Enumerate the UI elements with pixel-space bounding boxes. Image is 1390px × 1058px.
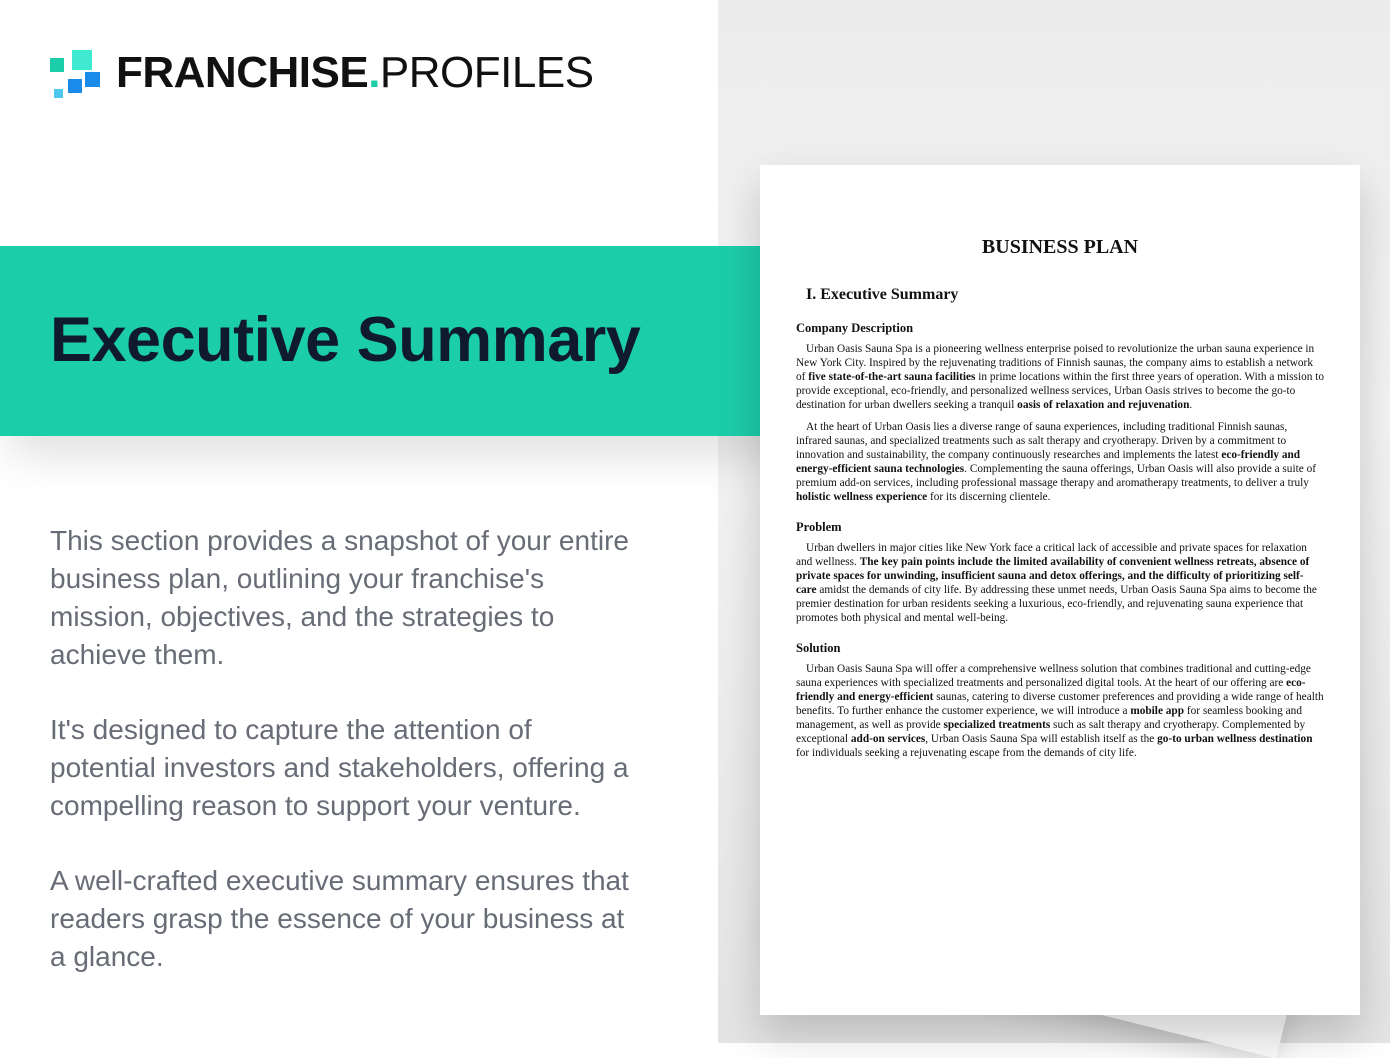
document-paragraph	[796, 541, 1324, 625]
document-paragraph	[796, 420, 1324, 504]
document-subheading: Company Description	[796, 321, 914, 335]
document-subheading: Solution	[796, 641, 841, 655]
text: for seamless booking and management, as well as provide	[796, 705, 1302, 731]
logo-squares-icon	[50, 48, 104, 98]
text: Urban Oasis Sauna Spa will offer a comprehensive wellness solution that combines traditional and cutting-edge sauna experiences with specialized treatments and personalized digital tools. At the heart of our offering are	[796, 663, 1311, 689]
text: Urban Oasis Sauna Spa is a pioneering wellness enterprise poised to revolutionize the urban sauna experience in New York City. Inspired by the rejuvenating traditions of Finnish saunas, the company aims to establish a network of	[796, 343, 1315, 383]
text: such as salt therapy and cryotherapy. Complemented by exceptional	[796, 719, 1306, 745]
document-paragraph	[796, 342, 1324, 412]
description-paragraph: A well-crafted executive summary ensures that readers grasp the essence of your business at a glance.	[50, 865, 629, 972]
text: in prime locations within the first three years of operation. With a mission to provide exceptional, eco-friendly, and personalized wellness services, Urban Oasis strives to become the go-to destination for urban dwellers seeking a tranquil	[796, 371, 1324, 411]
text: At the heart of Urban Oasis lies a diverse range of sauna experiences, including traditional Finnish saunas, infrared saunas, and specialized treatments such as salt therapy and cryotherapy. Driven by a commitment to innovation and sustainability, the company continuously researches and implements the latest	[796, 421, 1288, 461]
document-paragraph	[796, 662, 1324, 760]
text: Urban dwellers in major cities like New York face a critical lack of accessible and private spaces for relaxation and wellness.	[796, 542, 1307, 568]
document-heading: I. Executive Summary	[806, 286, 959, 303]
document-subheading: Problem	[796, 520, 842, 534]
text: .	[1189, 399, 1193, 411]
bold-text: mobile app	[1130, 705, 1184, 717]
business-plan-document	[760, 165, 1360, 1015]
bold-text: eco-friendly and energy-efficient	[796, 677, 1306, 703]
bold-text: go-to urban wellness destination	[1157, 733, 1313, 745]
section-title: Executive Summary	[50, 305, 641, 375]
bold-text: add-on services	[850, 733, 926, 745]
text: saunas, catering to diverse customer preferences and providing a wide range of health benefits. To further enhance the customer experience, we will introduce a	[796, 691, 1324, 717]
description-paragraph: It's designed to capture the attention of potential investors and stakeholders, offering a compelling reason to support your venture.	[50, 714, 629, 821]
document-sections	[796, 321, 1324, 760]
document-title: BUSINESS PLAN	[981, 236, 1139, 258]
description	[50, 522, 630, 1013]
text: for its discerning clientele.	[927, 491, 1051, 503]
bold-text: The key pain points include the limited availability of convenient wellness retreats, absence of private spaces for unwinding, insufficient sauna and detox offerings, and the difficulty of prioritizing self-care	[796, 556, 1310, 596]
bold-text: specialized treatments	[943, 719, 1051, 731]
bold-text: eco-friendly and energy-efficient sauna technologies	[796, 449, 1301, 475]
bold-text: oasis of relaxation and rejuvenation	[1017, 399, 1190, 411]
bold-text: holistic wellness experience	[796, 491, 928, 503]
description-paragraph: This section provides a snapshot of your entire business plan, outlining your franchise's mission, objectives, and the strategies to achieve them.	[50, 525, 629, 670]
bold-text: five state-of-the-art sauna facilities	[808, 371, 976, 383]
logo-text: FRANCHISE.PROFILES	[116, 48, 594, 97]
text: for individuals seeking a rejuvenating escape from the demands of city life.	[796, 747, 1137, 759]
text: amidst the demands of city life. By addressing these unmet needs, Urban Oasis Sauna Spa aims to become the premier destination for urban residents seeking a luxurious, eco-friendly, and rejuvenating sauna experience that promotes both physical and mental well-being.	[796, 584, 1317, 624]
text: , Urban Oasis Sauna Spa will establish itself as the	[925, 733, 1158, 745]
franchise-profiles-logo	[50, 48, 594, 98]
text: . Complementing the sauna offerings, Urban Oasis will also provide a suite of premium add-on services, including professional massage therapy and aromatherapy treatments, to deliver a truly	[796, 463, 1316, 489]
